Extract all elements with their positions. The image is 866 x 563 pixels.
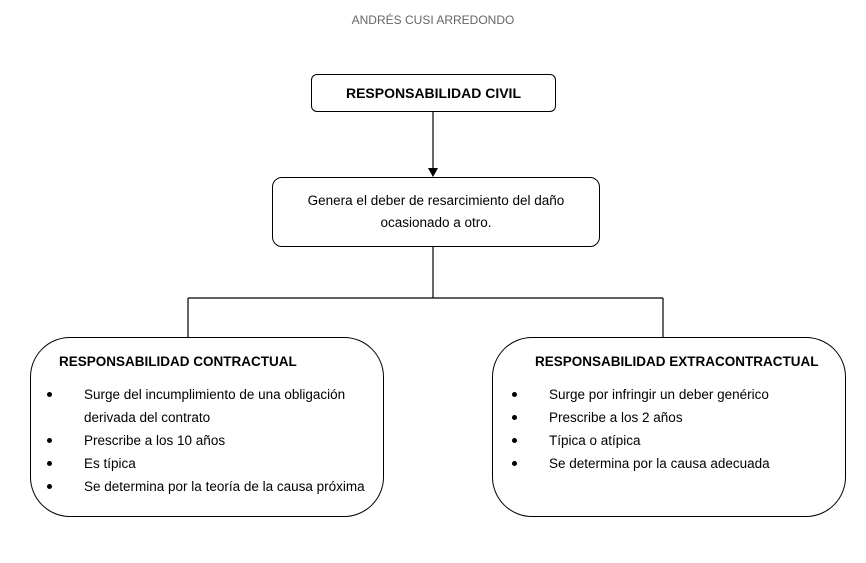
extracontractual-node: [492, 337, 846, 517]
list-item: Surge por infringir un deber genérico: [508, 383, 845, 406]
list-item: Se determina por la causa adecuada: [508, 452, 845, 475]
arrow-head-icon: [428, 168, 438, 177]
contractual-title: RESPONSABILIDAD CONTRACTUAL: [59, 354, 297, 369]
root-node: RESPONSABILIDAD CIVIL: [311, 74, 556, 112]
extracontractual-title: RESPONSABILIDAD EXTRACONTRACTUAL: [535, 354, 819, 369]
list-item: Se determina por la teoría de la causa próxima: [43, 475, 383, 498]
author-name: ANDRÉS CUSI ARREDONDO: [351, 13, 515, 27]
list-item: Prescribe a los 10 años: [43, 429, 383, 452]
list-item: Surge del incumplimiento de una obligación derivada del contrato: [43, 383, 383, 429]
definition-node: Genera el deber de resarcimiento del daño ocasionado a otro.: [272, 177, 600, 247]
list-item: Prescribe a los 2 años: [508, 406, 845, 429]
contractual-node: [30, 337, 384, 517]
list-item: Es típica: [43, 452, 383, 475]
list-item: Típica o atípica: [508, 429, 845, 452]
